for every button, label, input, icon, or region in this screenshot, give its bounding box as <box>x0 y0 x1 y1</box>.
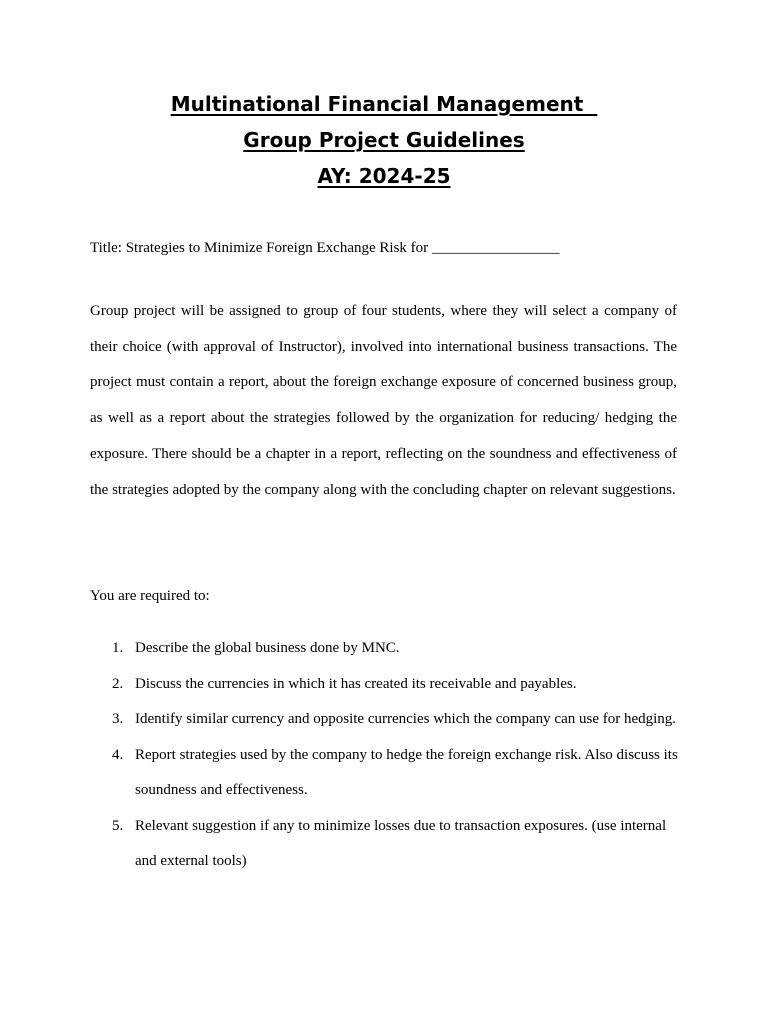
course-title <box>0 92 768 116</box>
task-item <box>90 702 690 738</box>
task-number: 3. <box>112 711 124 727</box>
task-list <box>90 631 690 880</box>
task-text: Identify similar currency and opposite currencies which the company can use for hedging. <box>135 711 677 727</box>
task-text: Report strategies used by the company to hedge the foreign exchange risk. Also discuss its soundness and effectiveness. <box>135 746 678 798</box>
task-item <box>90 809 690 880</box>
task-item <box>90 631 690 667</box>
requirements-intro: You are required to: <box>90 588 210 604</box>
project-title-line: Title: Strategies to Minimize Foreign Exchange Risk for _________________ <box>90 240 560 256</box>
task-number: 2. <box>112 675 124 692</box>
task-number: 4. <box>112 746 124 763</box>
document-title-text: Group Project Guidelines <box>243 128 525 152</box>
task-number: 1. <box>112 640 124 656</box>
intro-paragraph: Group project will be assigned to group of four students, where they will select a company of their choice (with approval of Instructor), involved into international business transactions. The project must contain a report, about the foreign exchange exposure of concerned business group, as well as a report about the strategies followed by the organization for reducing/ hedging the exposure. There should be a chapter in a report, reflecting on the soundness and effectiveness of the strategies adopted by the company along with the concluding chapter on relevant suggestions. <box>90 303 677 498</box>
task-item <box>90 667 690 703</box>
course-title-text: Multinational Financial Management <box>170 92 598 116</box>
task-number: 5. <box>112 817 124 834</box>
task-text: Relevant suggestion if any to minimize losses due to transaction exposures. (use internal and external tools) <box>135 817 667 869</box>
task-text: Discuss the currencies in which it has created its receivable and payables. <box>135 675 577 692</box>
task-text: Describe the global business done by MNC. <box>135 640 400 656</box>
academic-year <box>0 164 768 188</box>
document-title <box>0 128 768 152</box>
academic-year-text: AY: 2024-25 <box>317 164 451 188</box>
task-item <box>90 738 690 809</box>
